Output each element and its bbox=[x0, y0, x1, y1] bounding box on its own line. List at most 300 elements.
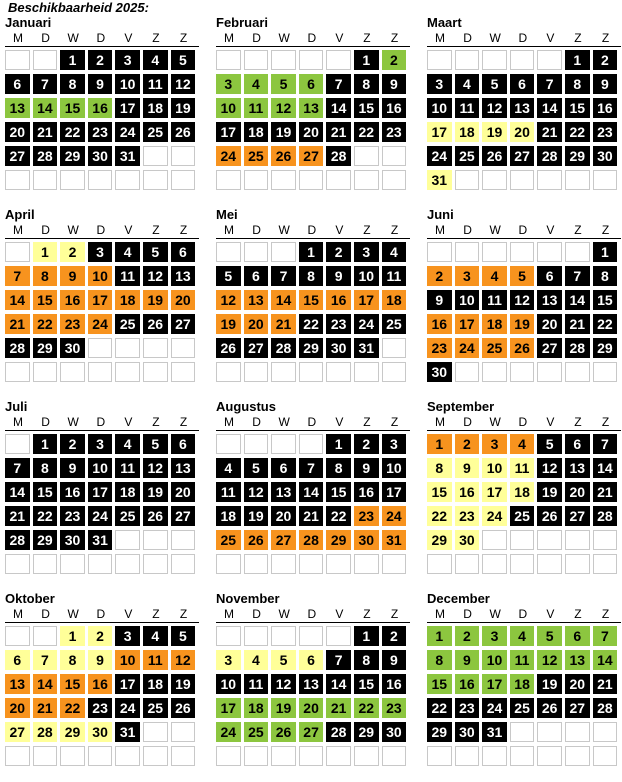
day-cell[interactable]: 22 bbox=[60, 698, 85, 718]
day-cell[interactable]: 31 bbox=[88, 530, 113, 550]
day-cell[interactable]: 29 bbox=[33, 530, 58, 550]
day-cell[interactable]: 29 bbox=[427, 530, 452, 550]
day-cell[interactable]: 27 bbox=[171, 314, 196, 334]
day-cell[interactable]: 29 bbox=[427, 722, 452, 742]
day-cell[interactable]: 20 bbox=[171, 290, 196, 310]
day-cell[interactable]: 26 bbox=[537, 698, 562, 718]
day-cell[interactable]: 7 bbox=[326, 74, 351, 94]
day-cell[interactable]: 9 bbox=[326, 266, 351, 286]
day-cell[interactable]: 25 bbox=[455, 146, 480, 166]
day-cell[interactable]: 26 bbox=[143, 506, 168, 526]
day-cell[interactable]: 20 bbox=[565, 674, 590, 694]
day-cell[interactable]: 29 bbox=[593, 338, 618, 358]
day-cell[interactable]: 29 bbox=[565, 146, 590, 166]
day-cell[interactable]: 2 bbox=[88, 626, 113, 646]
day-cell[interactable]: 7 bbox=[537, 74, 562, 94]
day-cell[interactable]: 13 bbox=[299, 98, 324, 118]
day-cell[interactable]: 21 bbox=[326, 122, 351, 142]
day-cell[interactable]: 14 bbox=[5, 482, 30, 502]
day-cell[interactable]: 28 bbox=[593, 698, 618, 718]
day-cell[interactable]: 17 bbox=[482, 482, 507, 502]
day-cell[interactable]: 20 bbox=[565, 482, 590, 502]
day-cell[interactable]: 17 bbox=[482, 674, 507, 694]
day-cell[interactable]: 19 bbox=[171, 674, 196, 694]
day-cell[interactable]: 25 bbox=[115, 314, 140, 334]
day-cell[interactable]: 21 bbox=[299, 506, 324, 526]
day-cell[interactable]: 6 bbox=[537, 266, 562, 286]
day-cell[interactable]: 30 bbox=[382, 722, 407, 742]
day-cell[interactable]: 20 bbox=[171, 482, 196, 502]
day-cell[interactable]: 26 bbox=[271, 146, 296, 166]
day-cell[interactable]: 18 bbox=[382, 290, 407, 310]
day-cell[interactable]: 17 bbox=[382, 482, 407, 502]
day-cell[interactable]: 16 bbox=[60, 290, 85, 310]
day-cell[interactable]: 11 bbox=[216, 482, 241, 502]
day-cell[interactable]: 1 bbox=[354, 626, 379, 646]
day-cell[interactable]: 13 bbox=[5, 674, 30, 694]
day-cell[interactable]: 11 bbox=[510, 458, 535, 478]
day-cell[interactable]: 12 bbox=[271, 674, 296, 694]
day-cell[interactable]: 11 bbox=[115, 266, 140, 286]
day-cell[interactable]: 2 bbox=[88, 50, 113, 70]
day-cell[interactable]: 9 bbox=[354, 458, 379, 478]
day-cell[interactable]: 17 bbox=[88, 482, 113, 502]
day-cell[interactable]: 1 bbox=[60, 50, 85, 70]
day-cell[interactable]: 29 bbox=[299, 338, 324, 358]
day-cell[interactable]: 28 bbox=[271, 338, 296, 358]
day-cell[interactable]: 5 bbox=[171, 50, 196, 70]
day-cell[interactable]: 28 bbox=[33, 146, 58, 166]
day-cell[interactable]: 16 bbox=[88, 98, 113, 118]
day-cell[interactable]: 21 bbox=[593, 482, 618, 502]
day-cell[interactable]: 5 bbox=[510, 266, 535, 286]
day-cell[interactable]: 9 bbox=[427, 290, 452, 310]
day-cell[interactable]: 10 bbox=[455, 290, 480, 310]
day-cell[interactable]: 19 bbox=[171, 98, 196, 118]
day-cell[interactable]: 15 bbox=[33, 482, 58, 502]
day-cell[interactable]: 16 bbox=[354, 482, 379, 502]
day-cell[interactable]: 17 bbox=[115, 674, 140, 694]
day-cell[interactable]: 15 bbox=[33, 290, 58, 310]
day-cell[interactable]: 1 bbox=[326, 434, 351, 454]
day-cell[interactable]: 1 bbox=[299, 242, 324, 262]
day-cell[interactable]: 24 bbox=[382, 506, 407, 526]
day-cell[interactable]: 24 bbox=[354, 314, 379, 334]
day-cell[interactable]: 29 bbox=[60, 146, 85, 166]
day-cell[interactable]: 1 bbox=[565, 50, 590, 70]
day-cell[interactable]: 24 bbox=[455, 338, 480, 358]
day-cell[interactable]: 19 bbox=[510, 314, 535, 334]
day-cell[interactable]: 3 bbox=[382, 434, 407, 454]
day-cell[interactable]: 8 bbox=[60, 650, 85, 670]
day-cell[interactable]: 5 bbox=[482, 74, 507, 94]
day-cell[interactable]: 28 bbox=[299, 530, 324, 550]
day-cell[interactable]: 6 bbox=[565, 434, 590, 454]
day-cell[interactable]: 1 bbox=[33, 434, 58, 454]
day-cell[interactable]: 25 bbox=[115, 506, 140, 526]
day-cell[interactable]: 8 bbox=[33, 458, 58, 478]
day-cell[interactable]: 28 bbox=[593, 506, 618, 526]
day-cell[interactable]: 15 bbox=[60, 98, 85, 118]
day-cell[interactable]: 30 bbox=[60, 338, 85, 358]
day-cell[interactable]: 10 bbox=[482, 458, 507, 478]
day-cell[interactable]: 14 bbox=[593, 650, 618, 670]
day-cell[interactable]: 23 bbox=[60, 506, 85, 526]
day-cell[interactable]: 11 bbox=[510, 650, 535, 670]
day-cell[interactable]: 17 bbox=[455, 314, 480, 334]
day-cell[interactable]: 16 bbox=[455, 674, 480, 694]
day-cell[interactable]: 8 bbox=[354, 74, 379, 94]
day-cell[interactable]: 15 bbox=[354, 674, 379, 694]
day-cell[interactable]: 31 bbox=[354, 338, 379, 358]
day-cell[interactable]: 2 bbox=[354, 434, 379, 454]
day-cell[interactable]: 22 bbox=[60, 122, 85, 142]
day-cell[interactable]: 14 bbox=[593, 458, 618, 478]
day-cell[interactable]: 5 bbox=[271, 650, 296, 670]
day-cell[interactable]: 10 bbox=[216, 674, 241, 694]
day-cell[interactable]: 30 bbox=[88, 722, 113, 742]
day-cell[interactable]: 13 bbox=[510, 98, 535, 118]
day-cell[interactable]: 9 bbox=[60, 266, 85, 286]
day-cell[interactable]: 27 bbox=[299, 146, 324, 166]
day-cell[interactable]: 8 bbox=[60, 74, 85, 94]
day-cell[interactable]: 20 bbox=[510, 122, 535, 142]
day-cell[interactable]: 10 bbox=[482, 650, 507, 670]
day-cell[interactable]: 15 bbox=[326, 482, 351, 502]
day-cell[interactable]: 9 bbox=[88, 650, 113, 670]
day-cell[interactable]: 28 bbox=[5, 530, 30, 550]
day-cell[interactable]: 25 bbox=[216, 530, 241, 550]
day-cell[interactable]: 31 bbox=[427, 170, 452, 190]
day-cell[interactable]: 13 bbox=[171, 266, 196, 286]
day-cell[interactable]: 7 bbox=[33, 650, 58, 670]
day-cell[interactable]: 14 bbox=[5, 290, 30, 310]
day-cell[interactable]: 31 bbox=[482, 722, 507, 742]
day-cell[interactable]: 19 bbox=[143, 290, 168, 310]
day-cell[interactable]: 3 bbox=[88, 434, 113, 454]
day-cell[interactable]: 4 bbox=[143, 626, 168, 646]
day-cell[interactable]: 26 bbox=[171, 698, 196, 718]
day-cell[interactable]: 18 bbox=[115, 482, 140, 502]
day-cell[interactable]: 19 bbox=[537, 674, 562, 694]
day-cell[interactable]: 14 bbox=[299, 482, 324, 502]
day-cell[interactable]: 10 bbox=[88, 266, 113, 286]
day-cell[interactable]: 3 bbox=[115, 50, 140, 70]
day-cell[interactable]: 17 bbox=[88, 290, 113, 310]
day-cell[interactable]: 22 bbox=[354, 122, 379, 142]
day-cell[interactable]: 27 bbox=[565, 698, 590, 718]
day-cell[interactable]: 30 bbox=[427, 362, 452, 382]
day-cell[interactable]: 27 bbox=[244, 338, 269, 358]
day-cell[interactable]: 11 bbox=[455, 98, 480, 118]
day-cell[interactable]: 22 bbox=[33, 314, 58, 334]
day-cell[interactable]: 24 bbox=[88, 506, 113, 526]
day-cell[interactable]: 21 bbox=[33, 698, 58, 718]
day-cell[interactable]: 25 bbox=[143, 698, 168, 718]
day-cell[interactable]: 13 bbox=[244, 290, 269, 310]
day-cell[interactable]: 14 bbox=[33, 674, 58, 694]
day-cell[interactable]: 10 bbox=[88, 458, 113, 478]
day-cell[interactable]: 28 bbox=[5, 338, 30, 358]
day-cell[interactable]: 4 bbox=[244, 650, 269, 670]
day-cell[interactable]: 13 bbox=[565, 458, 590, 478]
day-cell[interactable]: 17 bbox=[354, 290, 379, 310]
day-cell[interactable]: 23 bbox=[382, 122, 407, 142]
day-cell[interactable]: 7 bbox=[33, 74, 58, 94]
day-cell[interactable]: 2 bbox=[60, 434, 85, 454]
day-cell[interactable]: 12 bbox=[537, 650, 562, 670]
day-cell[interactable]: 22 bbox=[326, 506, 351, 526]
day-cell[interactable]: 13 bbox=[299, 674, 324, 694]
day-cell[interactable]: 10 bbox=[382, 458, 407, 478]
day-cell[interactable]: 30 bbox=[326, 338, 351, 358]
day-cell[interactable]: 28 bbox=[326, 146, 351, 166]
day-cell[interactable]: 12 bbox=[171, 74, 196, 94]
day-cell[interactable]: 1 bbox=[427, 626, 452, 646]
day-cell[interactable]: 14 bbox=[537, 98, 562, 118]
day-cell[interactable]: 11 bbox=[143, 650, 168, 670]
day-cell[interactable]: 16 bbox=[427, 314, 452, 334]
day-cell[interactable]: 29 bbox=[354, 722, 379, 742]
day-cell[interactable]: 8 bbox=[427, 458, 452, 478]
day-cell[interactable]: 4 bbox=[115, 434, 140, 454]
day-cell[interactable]: 28 bbox=[33, 722, 58, 742]
day-cell[interactable]: 26 bbox=[143, 314, 168, 334]
day-cell[interactable]: 26 bbox=[244, 530, 269, 550]
day-cell[interactable]: 2 bbox=[382, 50, 407, 70]
day-cell[interactable]: 4 bbox=[143, 50, 168, 70]
day-cell[interactable]: 20 bbox=[244, 314, 269, 334]
day-cell[interactable]: 4 bbox=[216, 458, 241, 478]
day-cell[interactable]: 12 bbox=[143, 458, 168, 478]
day-cell[interactable]: 21 bbox=[537, 122, 562, 142]
day-cell[interactable]: 11 bbox=[143, 74, 168, 94]
day-cell[interactable]: 6 bbox=[5, 650, 30, 670]
day-cell[interactable]: 18 bbox=[510, 674, 535, 694]
day-cell[interactable]: 2 bbox=[593, 50, 618, 70]
day-cell[interactable]: 5 bbox=[271, 74, 296, 94]
day-cell[interactable]: 23 bbox=[326, 314, 351, 334]
day-cell[interactable]: 24 bbox=[216, 146, 241, 166]
day-cell[interactable]: 27 bbox=[510, 146, 535, 166]
day-cell[interactable]: 23 bbox=[88, 698, 113, 718]
day-cell[interactable]: 21 bbox=[326, 698, 351, 718]
day-cell[interactable]: 16 bbox=[326, 290, 351, 310]
day-cell[interactable]: 14 bbox=[271, 290, 296, 310]
day-cell[interactable]: 14 bbox=[565, 290, 590, 310]
day-cell[interactable]: 6 bbox=[271, 458, 296, 478]
day-cell[interactable]: 22 bbox=[33, 506, 58, 526]
day-cell[interactable]: 18 bbox=[143, 98, 168, 118]
day-cell[interactable]: 21 bbox=[593, 674, 618, 694]
day-cell[interactable]: 23 bbox=[455, 698, 480, 718]
day-cell[interactable]: 6 bbox=[299, 74, 324, 94]
day-cell[interactable]: 4 bbox=[382, 242, 407, 262]
day-cell[interactable]: 3 bbox=[354, 242, 379, 262]
day-cell[interactable]: 23 bbox=[88, 122, 113, 142]
day-cell[interactable]: 20 bbox=[5, 698, 30, 718]
day-cell[interactable]: 22 bbox=[427, 506, 452, 526]
day-cell[interactable]: 1 bbox=[60, 626, 85, 646]
day-cell[interactable]: 24 bbox=[482, 506, 507, 526]
day-cell[interactable]: 12 bbox=[171, 650, 196, 670]
day-cell[interactable]: 25 bbox=[382, 314, 407, 334]
day-cell[interactable]: 6 bbox=[171, 434, 196, 454]
day-cell[interactable]: 13 bbox=[271, 482, 296, 502]
day-cell[interactable]: 15 bbox=[299, 290, 324, 310]
day-cell[interactable]: 12 bbox=[143, 266, 168, 286]
day-cell[interactable]: 8 bbox=[33, 266, 58, 286]
day-cell[interactable]: 17 bbox=[216, 698, 241, 718]
day-cell[interactable]: 1 bbox=[427, 434, 452, 454]
day-cell[interactable]: 16 bbox=[382, 674, 407, 694]
day-cell[interactable]: 7 bbox=[299, 458, 324, 478]
day-cell[interactable]: 9 bbox=[455, 650, 480, 670]
day-cell[interactable]: 3 bbox=[216, 650, 241, 670]
day-cell[interactable]: 6 bbox=[565, 626, 590, 646]
day-cell[interactable]: 4 bbox=[510, 434, 535, 454]
day-cell[interactable]: 3 bbox=[427, 74, 452, 94]
day-cell[interactable]: 6 bbox=[171, 242, 196, 262]
day-cell[interactable]: 12 bbox=[244, 482, 269, 502]
day-cell[interactable]: 22 bbox=[593, 314, 618, 334]
day-cell[interactable]: 9 bbox=[593, 74, 618, 94]
day-cell[interactable]: 9 bbox=[382, 74, 407, 94]
day-cell[interactable]: 2 bbox=[326, 242, 351, 262]
day-cell[interactable]: 5 bbox=[216, 266, 241, 286]
day-cell[interactable]: 21 bbox=[271, 314, 296, 334]
day-cell[interactable]: 19 bbox=[216, 314, 241, 334]
day-cell[interactable]: 25 bbox=[143, 122, 168, 142]
day-cell[interactable]: 30 bbox=[455, 530, 480, 550]
day-cell[interactable]: 7 bbox=[565, 266, 590, 286]
day-cell[interactable]: 22 bbox=[427, 698, 452, 718]
day-cell[interactable]: 3 bbox=[115, 626, 140, 646]
day-cell[interactable]: 3 bbox=[216, 74, 241, 94]
day-cell[interactable]: 18 bbox=[510, 482, 535, 502]
day-cell[interactable]: 21 bbox=[5, 506, 30, 526]
day-cell[interactable]: 9 bbox=[88, 74, 113, 94]
day-cell[interactable]: 8 bbox=[354, 650, 379, 670]
day-cell[interactable]: 6 bbox=[244, 266, 269, 286]
day-cell[interactable]: 16 bbox=[455, 482, 480, 502]
day-cell[interactable]: 24 bbox=[216, 722, 241, 742]
day-cell[interactable]: 27 bbox=[271, 530, 296, 550]
day-cell[interactable]: 3 bbox=[88, 242, 113, 262]
day-cell[interactable]: 20 bbox=[5, 122, 30, 142]
day-cell[interactable]: 2 bbox=[382, 626, 407, 646]
day-cell[interactable]: 10 bbox=[354, 266, 379, 286]
day-cell[interactable]: 28 bbox=[537, 146, 562, 166]
day-cell[interactable]: 15 bbox=[593, 290, 618, 310]
day-cell[interactable]: 20 bbox=[537, 314, 562, 334]
day-cell[interactable]: 8 bbox=[326, 458, 351, 478]
day-cell[interactable]: 12 bbox=[510, 290, 535, 310]
day-cell[interactable]: 19 bbox=[271, 698, 296, 718]
day-cell[interactable]: 18 bbox=[455, 122, 480, 142]
day-cell[interactable]: 22 bbox=[354, 698, 379, 718]
day-cell[interactable]: 4 bbox=[115, 242, 140, 262]
day-cell[interactable]: 10 bbox=[427, 98, 452, 118]
day-cell[interactable]: 5 bbox=[537, 626, 562, 646]
day-cell[interactable]: 14 bbox=[33, 98, 58, 118]
day-cell[interactable]: 19 bbox=[143, 482, 168, 502]
day-cell[interactable]: 7 bbox=[593, 626, 618, 646]
day-cell[interactable]: 25 bbox=[510, 506, 535, 526]
day-cell[interactable]: 26 bbox=[537, 506, 562, 526]
day-cell[interactable]: 21 bbox=[5, 314, 30, 334]
day-cell[interactable]: 5 bbox=[143, 434, 168, 454]
day-cell[interactable]: 24 bbox=[482, 698, 507, 718]
day-cell[interactable]: 23 bbox=[354, 506, 379, 526]
day-cell[interactable]: 25 bbox=[482, 338, 507, 358]
day-cell[interactable]: 13 bbox=[5, 98, 30, 118]
day-cell[interactable]: 9 bbox=[60, 458, 85, 478]
day-cell[interactable]: 23 bbox=[60, 314, 85, 334]
day-cell[interactable]: 24 bbox=[115, 698, 140, 718]
day-cell[interactable]: 7 bbox=[5, 266, 30, 286]
day-cell[interactable]: 18 bbox=[244, 698, 269, 718]
day-cell[interactable]: 30 bbox=[60, 530, 85, 550]
day-cell[interactable]: 27 bbox=[171, 506, 196, 526]
day-cell[interactable]: 27 bbox=[537, 338, 562, 358]
day-cell[interactable]: 1 bbox=[593, 242, 618, 262]
day-cell[interactable]: 24 bbox=[115, 122, 140, 142]
day-cell[interactable]: 15 bbox=[354, 98, 379, 118]
day-cell[interactable]: 12 bbox=[482, 98, 507, 118]
day-cell[interactable]: 7 bbox=[593, 434, 618, 454]
day-cell[interactable]: 23 bbox=[427, 338, 452, 358]
day-cell[interactable]: 16 bbox=[60, 482, 85, 502]
day-cell[interactable]: 27 bbox=[5, 146, 30, 166]
day-cell[interactable]: 12 bbox=[537, 458, 562, 478]
day-cell[interactable]: 16 bbox=[382, 98, 407, 118]
day-cell[interactable]: 1 bbox=[33, 242, 58, 262]
day-cell[interactable]: 20 bbox=[299, 122, 324, 142]
day-cell[interactable]: 4 bbox=[482, 266, 507, 286]
day-cell[interactable]: 6 bbox=[510, 74, 535, 94]
day-cell[interactable]: 26 bbox=[510, 338, 535, 358]
day-cell[interactable]: 14 bbox=[326, 98, 351, 118]
day-cell[interactable]: 17 bbox=[115, 98, 140, 118]
day-cell[interactable]: 20 bbox=[299, 698, 324, 718]
day-cell[interactable]: 3 bbox=[482, 434, 507, 454]
day-cell[interactable]: 2 bbox=[60, 242, 85, 262]
day-cell[interactable]: 29 bbox=[33, 338, 58, 358]
day-cell[interactable]: 12 bbox=[216, 290, 241, 310]
day-cell[interactable]: 18 bbox=[115, 290, 140, 310]
day-cell[interactable]: 19 bbox=[271, 122, 296, 142]
day-cell[interactable]: 29 bbox=[326, 530, 351, 550]
day-cell[interactable]: 20 bbox=[271, 506, 296, 526]
day-cell[interactable]: 27 bbox=[565, 506, 590, 526]
day-cell[interactable]: 4 bbox=[455, 74, 480, 94]
day-cell[interactable]: 28 bbox=[326, 722, 351, 742]
day-cell[interactable]: 7 bbox=[326, 650, 351, 670]
day-cell[interactable]: 15 bbox=[565, 98, 590, 118]
day-cell[interactable]: 30 bbox=[88, 146, 113, 166]
day-cell[interactable]: 21 bbox=[565, 314, 590, 334]
day-cell[interactable]: 13 bbox=[171, 458, 196, 478]
day-cell[interactable]: 2 bbox=[455, 434, 480, 454]
day-cell[interactable]: 29 bbox=[60, 722, 85, 742]
day-cell[interactable]: 11 bbox=[244, 98, 269, 118]
day-cell[interactable]: 13 bbox=[565, 650, 590, 670]
day-cell[interactable]: 31 bbox=[382, 530, 407, 550]
day-cell[interactable]: 9 bbox=[455, 458, 480, 478]
day-cell[interactable]: 27 bbox=[5, 722, 30, 742]
day-cell[interactable]: 30 bbox=[593, 146, 618, 166]
